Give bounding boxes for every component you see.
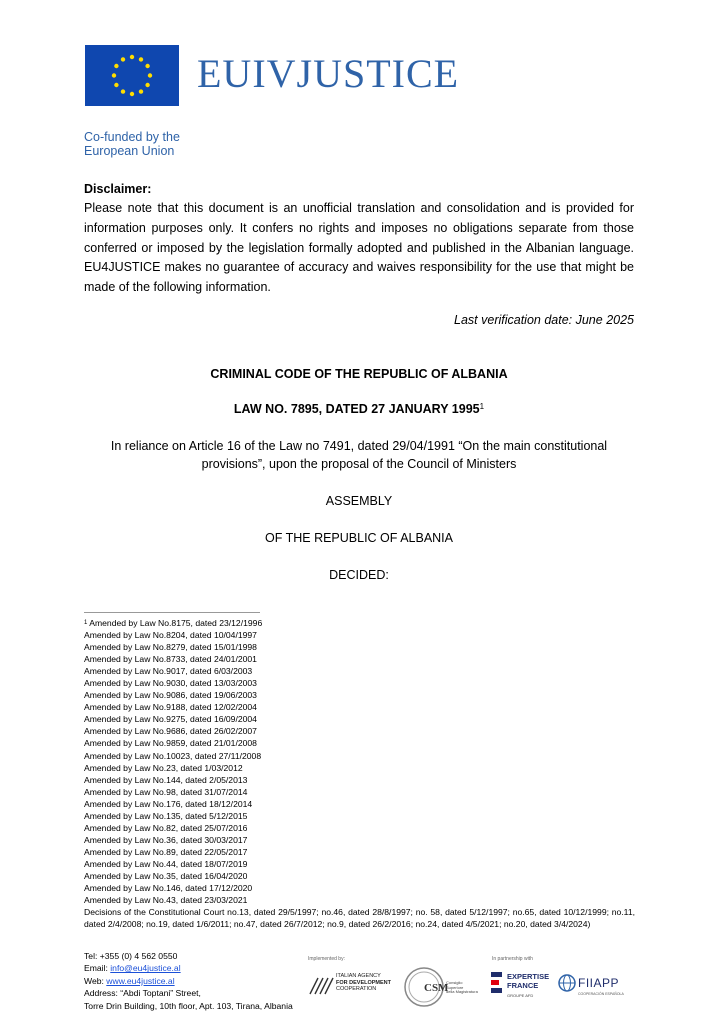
csm-name: CSM — [424, 982, 449, 994]
expertise-france-name: EXPERTISE FRANCE — [507, 972, 550, 990]
eu-flag-logo — [85, 45, 179, 106]
footnote-amendment-line: Amended by Law No.146, dated 17/12/2020 — [84, 883, 253, 894]
footnote-amendment-line: Amended by Law No.144, dated 2/05/2013 — [84, 774, 248, 785]
constitutional-court-decisions: Decisions of the Constitutional Court no.13, dated 29/5/1997; no.46, dated 28/8/1997; no. 58, dated 5/12/1997; no.65, dated 10/12/1999; no.11, dated 2/4/2008; no.19, dated 1/6/2011; no.47, dated 26/7/2012; no.9, dated 26/2/2016; no.24, dated 4/5/2021; no.20, dated 3/4/2024) — [84, 907, 635, 930]
implemented-by-label: Implemented by: — [308, 956, 345, 962]
last-verification-date: Last verification date: June 2025 — [454, 313, 634, 327]
expertise-france-mark-icon — [490, 970, 504, 996]
footnote-amendment-line: Amended by Law No.9859, dated 21/01/2008 — [84, 738, 257, 749]
cofunded-label: Co-funded by the European Union — [84, 130, 180, 158]
footnote-amendment-line: Amended by Law No.44, dated 18/07/2019 — [84, 858, 248, 869]
contact-tel: Tel: +355 (0) 4 562 0550 — [84, 951, 178, 961]
footnote-amendment-line: Amended by Law No.82, dated 25/07/2016 — [84, 822, 248, 833]
contact-web: Web: www.eu4justice.al — [84, 975, 175, 986]
footnote-ref[interactable]: 1 — [479, 402, 485, 411]
republic-heading: OF THE REPUBLIC OF ALBANIA — [264, 531, 453, 545]
reliance-paragraph: In reliance on Article 16 of the Law no 7491, dated 29/04/1991 “On the main constitutional provisions”, upon the proposal of the Council of Ministers — [110, 439, 608, 471]
footnote-first: $^1$ Amended by Law No.8175, dated 23/12/1996 — [84, 618, 263, 628]
footnote-amendment-line: Amended by Law No.36, dated 30/03/2017 — [84, 834, 248, 845]
footnote-amendment-line: Amended by Law No.43, dated 23/03/2021 — [84, 895, 248, 906]
document-title: CRIMINAL CODE OF THE REPUBLIC OF ALBANIA — [210, 367, 508, 381]
disclaimer-body: Please note that this document is an unofficial translation and consolidation and is provided for information purposes only. It confers no rights and imposes no obligations separate from those conferred or imposed by the legislation formally adopted and published in the Albanian language. EU4JUSTICE makes no guarantee of accuracy and waives responsibility for the use that might be made of the following information. — [84, 201, 634, 295]
fiiapp-subtitle: COOPERACIÓN ESPAÑOLA — [578, 992, 624, 996]
eu-stars-icon — [85, 45, 179, 106]
footnote-amendment-line: Amended by Law No.8279, dated 15/01/1998 — [84, 642, 257, 653]
footnote-amendment-line: Amended by Law No.9030, dated 13/03/2003 — [84, 678, 257, 689]
footnote-amendment-line: Amended by Law No.35, dated 16/04/2020 — [84, 870, 248, 881]
footnote-amendment-line: Amended by Law No.8204, dated 10/04/1997 — [84, 630, 257, 641]
footnote-amendment-line: Amended by Law No.23, dated 1/03/2012 — [84, 762, 243, 773]
web-link[interactable]: www.eu4justice.al — [106, 975, 175, 986]
law-title: LAW NO. 7895, DATED 27 JANUARY 1995$^1$ — [233, 402, 485, 416]
footnote-amendment-line: Amended by Law No.135, dated 5/12/2015 — [84, 810, 248, 821]
footnote-amendment-line: Amended by Law No.9086, dated 19/06/2003 — [84, 690, 257, 701]
footnote-amendment-line: Amended by Law No.9686, dated 26/02/2007 — [84, 726, 257, 737]
assembly-heading: ASSEMBLY — [325, 494, 393, 508]
brand-wordmark: EUIVJUSTICE — [197, 51, 460, 96]
footnote-amendment-line: Amended by Law No.9188, dated 12/02/2004 — [84, 702, 257, 713]
aics-name: ITALIAN AGENCY FOR DEVELOPMENT COOPERATION — [336, 973, 392, 992]
fiiapp-globe-icon — [558, 972, 576, 994]
footnote-amendment-line: Amended by Law No.176, dated 18/12/2014 — [84, 798, 253, 809]
email-link[interactable]: info@eu4justice.al — [110, 963, 181, 974]
footnote-separator — [84, 612, 260, 613]
decided-heading: DECIDED: — [329, 568, 389, 582]
footnotes — [84, 617, 635, 930]
contact-block — [84, 950, 293, 1012]
expertise-france-subtitle: GROUPE AFD — [507, 993, 534, 998]
contact-address-1: Address: “Abdi Toptani” Street, — [84, 988, 201, 999]
footnote-amendment-line: Amended by Law No.9017, dated 6/03/2003 — [84, 666, 253, 677]
contact-address-2: Torre Drin Building, 10th floor, Apt. 103, Tirana, Albania — [84, 1000, 293, 1011]
fiiapp-name: FIIAPP — [578, 976, 620, 990]
disclaimer-title: Disclaimer: — [84, 182, 152, 196]
contact-email: Email: info@eu4justice.al — [84, 963, 181, 974]
aics-mark-icon — [306, 972, 336, 998]
footnote-amendment-line: Amended by Law No.89, dated 22/05/2017 — [84, 846, 248, 857]
footnote-amendment-line: Amended by Law No.8733, dated 24/01/2001 — [84, 654, 257, 665]
footnote-amendment-line: Amended by Law No.10023, dated 27/11/2008 — [84, 750, 262, 761]
footnote-amendment-line: Amended by Law No.9275, dated 16/09/2004 — [84, 714, 257, 725]
partnership-label: In partnership with — [492, 956, 533, 962]
footnote-amendment-line: Amended by Law No.98, dated 31/07/2014 — [84, 786, 248, 797]
csm-subtitle: Consiglio Superiore della Magistratura — [446, 980, 478, 995]
